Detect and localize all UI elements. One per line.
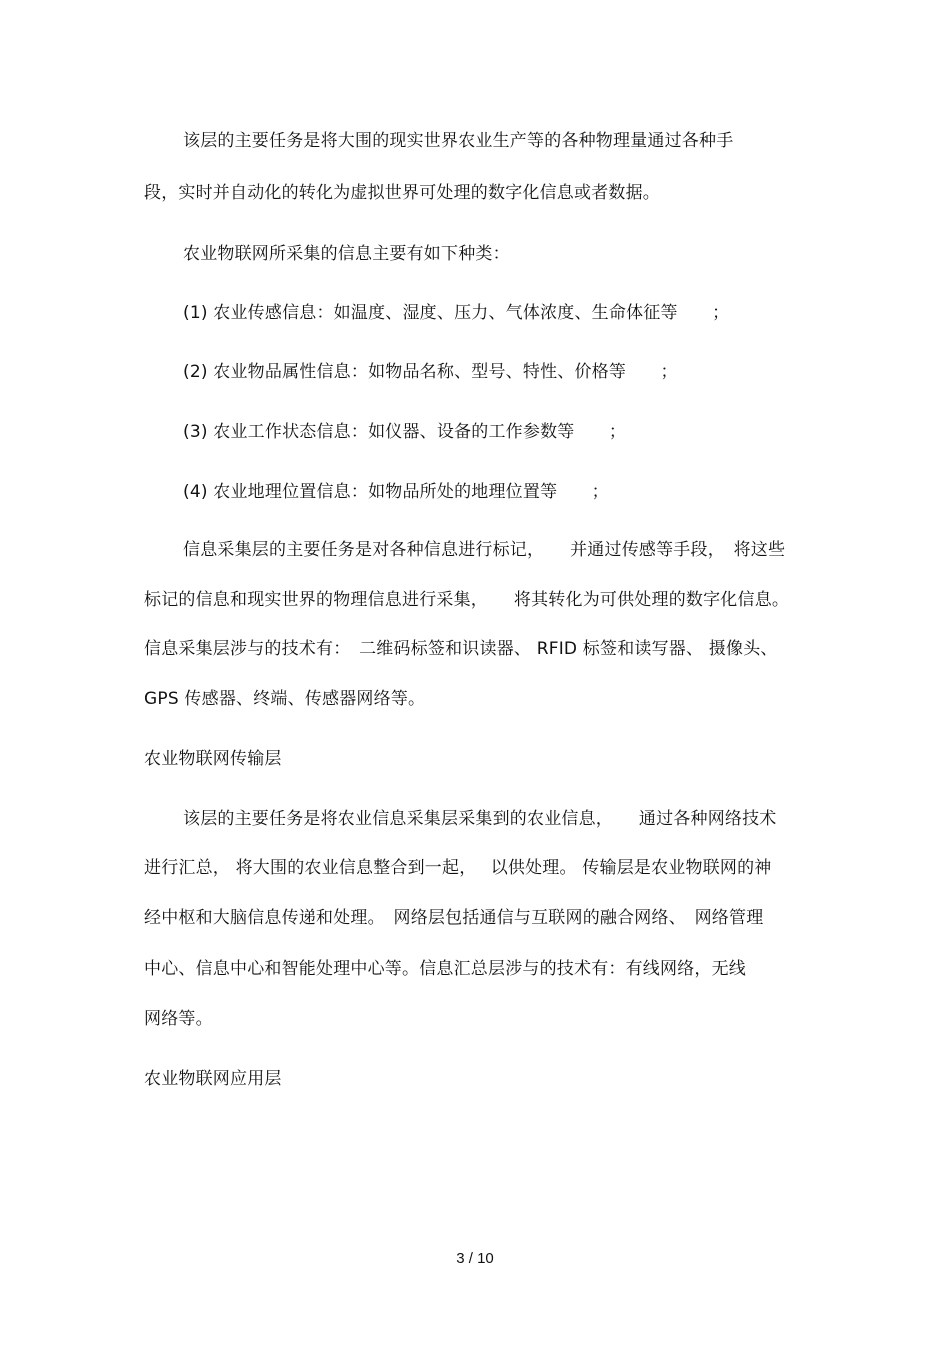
section-heading: 农业物联网传输层 xyxy=(144,749,282,769)
paragraph-line: 进行汇总， 将大围的农业信息整合到一起， 以供处理。 传输层是农业物联网的神 xyxy=(144,858,772,878)
page-number: 3 / 10 xyxy=(456,1250,494,1267)
paragraph-line: 网络等。 xyxy=(144,1009,213,1029)
paragraph-line: 该层的主要任务是将大围的现实世界农业生产等的各种物理量通过各种手 xyxy=(183,131,734,151)
paragraph-line: 信息采集层涉与的技术有： 二维码标签和识读器、 RFID 标签和读写器、 摄像头、 xyxy=(144,639,778,659)
paragraph-line: GPS 传感器、终端、传感器网络等。 xyxy=(144,689,426,709)
section-heading: 农业物联网应用层 xyxy=(144,1069,282,1089)
paragraph-line: 农业物联网所采集的信息主要有如下种类： xyxy=(183,244,510,264)
list-item: (3) 农业工作状态信息：如仪器、设备的工作参数等 ； xyxy=(183,422,627,442)
list-item: (1) 农业传感信息：如温度、湿度、压力、气体浓度、生命体征等 ； xyxy=(183,303,730,323)
paragraph-line: 标记的信息和现实世界的物理信息进行采集， 将其转化为可供处理的数字化信息。 xyxy=(144,590,790,610)
paragraph-line: 经中枢和大脑信息传递和处理。 网络层包括通信与互联网的融合网络、 网络管理 xyxy=(144,908,764,928)
list-item: (2) 农业物品属性信息：如物品名称、型号、特性、价格等 ； xyxy=(183,362,678,382)
paragraph-line: 信息采集层的主要任务是对各种信息进行标记， 并通过传感等手段， 将这些 xyxy=(183,540,786,560)
paragraph-line: 该层的主要任务是将农业信息采集层采集到的农业信息， 通过各种网络技术 xyxy=(183,809,777,829)
paragraph-line: 中心、信息中心和智能处理中心等。信息汇总层涉与的技术有：有线网络，无线 xyxy=(144,959,746,979)
list-item: (4) 农业地理位置信息：如物品所处的地理位置等 ； xyxy=(183,482,609,502)
paragraph-line: 段，实时并自动化的转化为虚拟世界可处理的数字化信息或者数据。 xyxy=(144,183,660,203)
